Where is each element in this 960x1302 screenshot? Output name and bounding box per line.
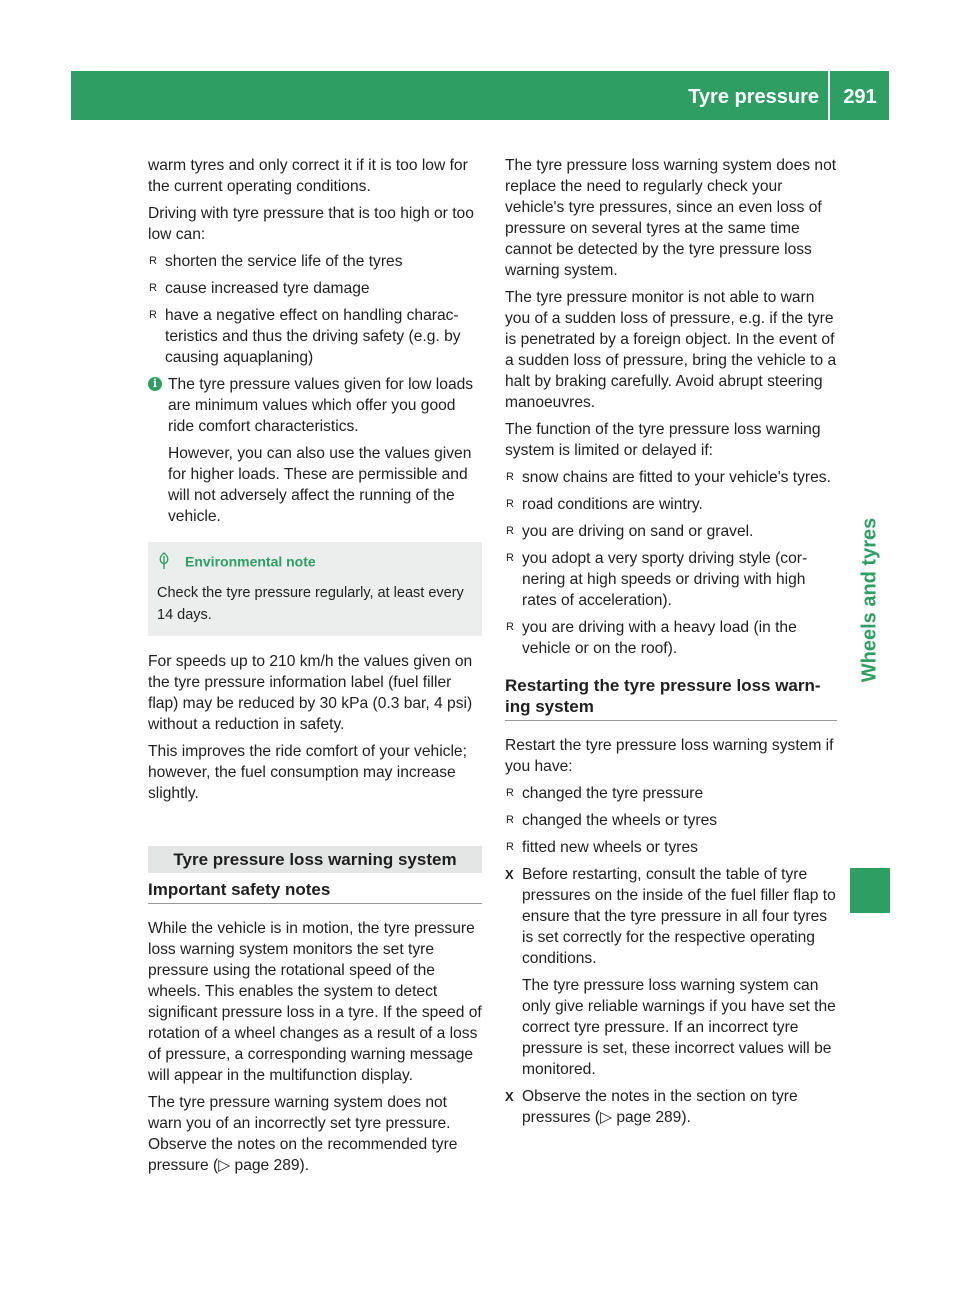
list-item-text: you are driving with a heavy load (in the vehicle or on the roof).: [522, 619, 797, 657]
list-item: [505, 494, 837, 515]
list-item: [505, 783, 837, 804]
environmental-note-text: Check the tyre pressure regularly, at least every 14 days.: [157, 585, 464, 623]
list-item: [505, 521, 837, 542]
environmental-note-heading: Environmental note: [185, 553, 316, 570]
left-column: [148, 155, 482, 1182]
paragraph: Restart the tyre pressure loss warning system if you have:: [505, 737, 834, 775]
right-column: [505, 155, 837, 1134]
paragraph: The tyre pressure loss warning system does not replace the need to regularly check your vehicle's tyre pressures, since an even loss of pressure on several tyres at the same time cannot be detected by the tyre pressure loss warning system.: [505, 157, 837, 279]
bullet-icon: R: [506, 841, 514, 853]
page-number: 291: [843, 86, 877, 108]
bullet-icon: R: [506, 498, 514, 510]
paragraph: This improves the ride comfort of your vehicle; however, the fuel consumption may increase slightly.: [148, 743, 467, 802]
paragraph: The tyre pressure warning system does not warn you of an incorrectly set tyre pressure. Observe the notes on the recommended tyre pressure (▷ page 289).: [148, 1094, 458, 1174]
page-title: Tyre pressure: [688, 86, 819, 108]
list-item: [148, 278, 482, 299]
list-item-text: road conditions are wintry.: [522, 496, 703, 513]
list-item: [505, 617, 837, 659]
subheading: Important safety notes: [148, 879, 482, 904]
info-icon: i: [148, 377, 162, 391]
leaf-icon: [157, 552, 173, 574]
list-item-text: you adopt a very sporty driving style (cornering at high speeds or driving with high rates of acceleration).: [522, 550, 808, 609]
info-text: The tyre pressure values given for low loads are minimum values which offer you good ride comfort characteristics.: [168, 376, 474, 435]
paragraph: warm tyres and only correct it if it is too low for the current operating conditions.: [148, 157, 468, 195]
paragraph: The tyre pressure monitor is not able to warn you of a sudden loss of pressure, e.g. if the tyre is penetrated by a foreign object. In the event of a sudden loss of pressure, bring the vehicle to a halt by braking carefully. Avoid abrupt steering manoeuvres.: [505, 289, 837, 411]
side-tab: [850, 515, 890, 685]
step-text: Observe the notes in the section on tyre pressures (▷ page 289).: [522, 1088, 798, 1126]
list-item: [505, 837, 837, 858]
header-bar: [71, 71, 889, 120]
bullet-icon: R: [506, 525, 514, 537]
list-item-text: changed the wheels or tyres: [522, 812, 718, 829]
side-tab-label: Wheels and tyres: [858, 517, 881, 683]
paragraph: While the vehicle is in motion, the tyre pressure loss warning system monitors the set tyre pressure using the rotational speed of the wheels. This enables the system to detect significant pressure loss in a tyre. If the speed of rotation of a wheel changes as a result of a loss of pressure, a corresponding warning message will appear in the multifunction display.: [148, 920, 482, 1084]
paragraph: The function of the tyre pressure loss warning system is limited or delayed if:: [505, 421, 821, 459]
list-item: [148, 251, 482, 272]
bullet-icon: R: [506, 787, 514, 799]
list-item: [148, 305, 482, 368]
list-item: [505, 548, 837, 611]
instruction-step: [505, 1086, 837, 1128]
instruction-step: [505, 864, 837, 1080]
subheading: Restarting the tyre pressure loss warning system: [505, 675, 837, 721]
bullet-icon: R: [149, 309, 157, 321]
environmental-note: [148, 542, 482, 636]
step-text: Before restarting, consult the table of tyre pressures on the inside of the fuel filler flap to ensure that the tyre pressure in all four tyres is set correctly for the respective operating conditions.: [522, 866, 836, 967]
list-item-text: you are driving on sand or gravel.: [522, 523, 754, 540]
list-item-text: fitted new wheels or tyres: [522, 839, 698, 856]
bullet-icon: R: [506, 814, 514, 826]
side-marker: [850, 868, 890, 913]
list-item-text: shorten the service life of the tyres: [165, 253, 403, 270]
bullet-icon: R: [506, 471, 514, 483]
paragraph: Driving with tyre pressure that is too high or too low can:: [148, 205, 474, 243]
info-note: [148, 374, 482, 527]
info-text: However, you can also use the values given for higher loads. These are permissible and will not adversely affect the running of the vehicle.: [168, 445, 472, 525]
step-arrow-icon: X: [505, 867, 514, 882]
bullet-icon: R: [506, 552, 514, 564]
list-item: [505, 810, 837, 831]
list-item-text: snow chains are fitted to your vehicle's tyres.: [522, 469, 831, 486]
step-note: The tyre pressure loss warning system can only give reliable warnings if you have set the correct tyre pressure. If an incorrect tyre pressure is set, these incorrect values will be monitored.: [522, 977, 836, 1078]
bullet-icon: R: [506, 621, 514, 633]
list-item-text: changed the tyre pressure: [522, 785, 704, 802]
step-arrow-icon: X: [505, 1089, 514, 1104]
paragraph: For speeds up to 210 km/h the values given on the tyre pressure information label (fuel filler flap) may be reduced by 30 kPa (0.3 bar, 4 psi) without a reduction in safety.: [148, 653, 473, 733]
list-item-text: have a negative effect on handling characteristics and thus the driving safety (e.g. by causing aquaplaning): [165, 307, 461, 366]
header-divider: [828, 71, 830, 120]
section-title: Tyre pressure loss warning system: [148, 846, 482, 873]
list-item: [505, 467, 837, 488]
bullet-icon: R: [149, 282, 157, 294]
environmental-note-title: [157, 552, 472, 574]
bullet-icon: R: [149, 255, 157, 267]
list-item-text: cause increased tyre damage: [165, 280, 370, 297]
